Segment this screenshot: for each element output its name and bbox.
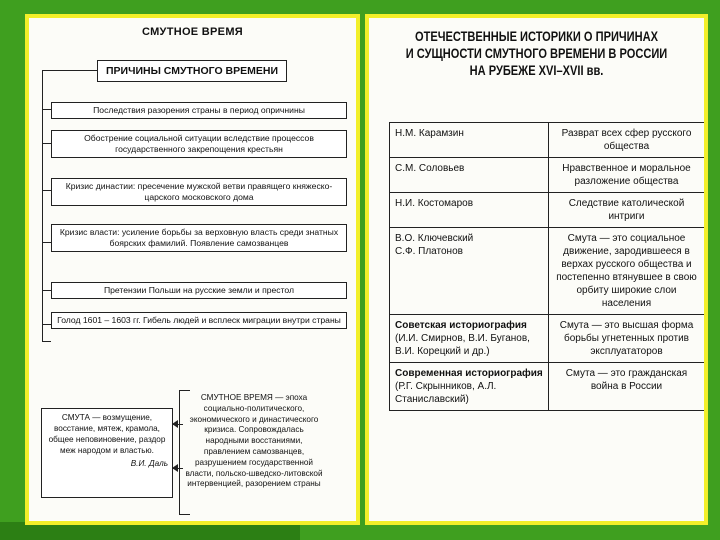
table-row xyxy=(390,123,705,158)
smuta-definition-text: СМУТА — возмущение, восстание, мятеж, крамола, общее неповиновение, раздор меж народом и властью. xyxy=(48,413,166,455)
historian-cell xyxy=(390,363,549,411)
right-title-line: И СУЩНОСТИ СМУТНОГО ВРЕМЕНИ В РОССИИ xyxy=(405,46,668,61)
table-row xyxy=(390,228,705,315)
historian-name: Современная историография xyxy=(395,368,543,379)
arrow-left-icon xyxy=(173,468,183,469)
table-row xyxy=(390,363,705,411)
cause-item: Претензии Польши на русские земли и престол xyxy=(51,282,347,299)
description-cell: Нравственное и моральное разложение общества xyxy=(549,158,705,193)
cause-arrow xyxy=(42,324,51,325)
cause-item: Голод 1601 – 1603 гг. Гибель людей и всплеск миграции внутри страны xyxy=(51,312,347,329)
historian-cell xyxy=(390,315,549,363)
smuta-definition-box xyxy=(41,408,173,498)
historian-name: В.О. Ключевский xyxy=(395,233,474,244)
historian-cell xyxy=(390,123,549,158)
table-row xyxy=(390,193,705,228)
left-title: СМУТНОЕ ВРЕМЯ xyxy=(141,26,243,38)
right-title-line: ОТЕЧЕСТВЕННЫЕ ИСТОРИКИ О ПРИЧИНАХ xyxy=(414,29,659,44)
causes-bracket xyxy=(42,70,51,342)
historian-name: Н.М. Карамзин xyxy=(395,128,464,139)
cause-item: Обострение социальной ситуации вследствие процессов государственного закрепощения крестьян xyxy=(51,130,347,158)
historian-sub: С.Ф. Платонов xyxy=(395,246,463,257)
right-title xyxy=(399,28,674,79)
left-slide-panel xyxy=(25,14,360,525)
cause-arrow xyxy=(42,290,51,291)
historian-name: Н.И. Костомаров xyxy=(395,198,474,209)
description-cell: Смута — это социальное движение, зародившееся в верхах русского общества и постепенно втянувшее в свою орбиту широкие слои населения xyxy=(549,228,705,315)
historian-cell xyxy=(390,228,549,315)
historian-cell xyxy=(390,193,549,228)
cause-arrow xyxy=(42,109,51,110)
cause-arrow xyxy=(42,242,51,243)
description-cell: Смута — это гражданская война в России xyxy=(549,363,705,411)
right-slide-panel xyxy=(365,14,708,525)
causes-heading: ПРИЧИНЫ СМУТНОГО ВРЕМЕНИ xyxy=(97,60,287,82)
historian-name: С.М. Соловьев xyxy=(395,163,465,174)
cause-item: Последствия разорения страны в период опричнины xyxy=(51,102,347,119)
description-cell: Следствие католической интриги xyxy=(549,193,705,228)
cause-arrow xyxy=(42,143,51,144)
cause-arrow xyxy=(42,190,51,191)
arrow-left-icon xyxy=(173,424,183,425)
smuta-author: В.И. Даль xyxy=(130,459,168,468)
table-row xyxy=(390,315,705,363)
description-cell: Разврат всех сфер русского общества xyxy=(549,123,705,158)
cause-item: Кризис власти: усиление борьбы за верховную власть среди знатных боярских фамилий. Появление самозванцев xyxy=(51,224,347,252)
vremya-definition-text: СМУТНОЕ ВРЕМЯ — эпоха социально-политического, экономического и династического кризиса. Сопровождалась народными восстаниями, правлением самозванцев, разрушением государственной власти, польско-шведско-литовской интервенцией, разорением страны xyxy=(185,393,323,489)
cause-item: Кризис династии: пресечение мужской ветви правящего княжеско-царского московского дома xyxy=(51,178,347,206)
historian-sub: (Р.Г. Скрынников, А.Л. Станиславский) xyxy=(395,381,497,405)
historian-cell xyxy=(390,158,549,193)
right-title-line: НА РУБЕЖЕ XVI–XVII вв. xyxy=(469,63,604,78)
description-cell: Смута — это высшая форма борьбы угнетенных против эксплуататоров xyxy=(549,315,705,363)
historians-table xyxy=(389,122,705,411)
table-row xyxy=(390,158,705,193)
historian-name: Советская историография xyxy=(395,320,527,331)
historian-sub: (И.И. Смирнов, В.И. Буганов, В.И. Корецкий и др.) xyxy=(395,333,530,357)
